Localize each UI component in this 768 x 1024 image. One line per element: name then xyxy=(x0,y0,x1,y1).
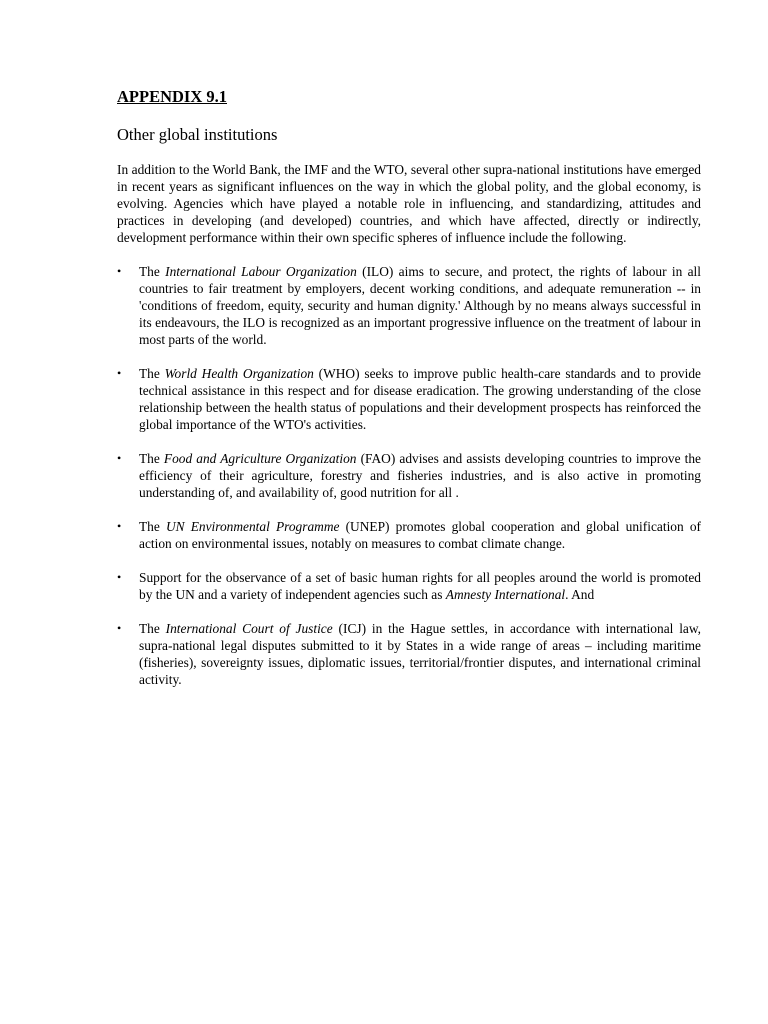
item-text-post: (ILO) aims to secure, and protect, the rights of labour in all countries to fair treatment by employers, decent working conditions, and adequate remuneration -- in 'conditions of freedom, equity, security and human dignity.' Although by no means always successful in its endeavours, the ILO is recognized as an important progressive influence on the treatment of labour in most parts of the world. xyxy=(139,264,701,347)
item-text-pre: The xyxy=(139,366,165,381)
institutions-list xyxy=(117,263,701,688)
list-item-icj xyxy=(117,620,701,688)
bullet-icon: • xyxy=(117,451,122,465)
bullet-icon: • xyxy=(117,621,122,635)
item-text-post: (FAO) advises and assists developing countries to improve the efficiency of their agriculture, forestry and fisheries industries, and is also active in promoting understanding of, and availability of, good nutrition for all . xyxy=(139,451,701,500)
item-text-italic: UN Environmental Programme xyxy=(165,519,340,534)
item-text-italic: International Labour Organization xyxy=(165,264,357,279)
bullet-icon: • xyxy=(117,519,122,533)
item-text-pre: Support for the observance of a set of basic human rights for all peoples around the world is promoted by the UN and a variety of independent agencies such as xyxy=(139,570,701,602)
item-text-pre: The xyxy=(139,264,166,279)
item-text-italic: International Court of Justice xyxy=(165,621,333,636)
item-text-pre: The xyxy=(139,519,166,534)
item-text-pre: The xyxy=(139,621,166,636)
item-text-italic: Amnesty International xyxy=(445,587,566,602)
item-text-pre: The xyxy=(139,451,164,466)
bullet-icon: • xyxy=(117,264,122,278)
item-text-post: (UNEP) promotes global cooperation and global unification of action on environmental issues, notably on measures to combat climate change. xyxy=(139,519,701,551)
list-item-unep xyxy=(117,518,701,552)
intro-paragraph: In addition to the World Bank, the IMF and the WTO, several other supra-national institutions have emerged in recent years as significant influences on the way in which the global polity, and the global economy, is evolving. Agencies which have played a notable role in influencing, and standardizing, attitudes and practices in developing (and developed) countries, and which have affected, directly or indirectly, development performance within their own specific spheres of influence include the following. xyxy=(117,162,701,245)
appendix-title: APPENDIX 9.1 xyxy=(117,87,227,106)
list-item-human-rights xyxy=(117,569,701,603)
bullet-icon: • xyxy=(117,570,122,584)
document-page xyxy=(117,86,701,705)
item-text-post: (WHO) seeks to improve public health-care standards and to provide technical assistance in this respect and for disease eradication. The growing understanding of the close relationship between the health status of populations and their development prospects has reinforced the global importance of the WTO's activities. xyxy=(139,366,701,432)
list-item-who xyxy=(117,365,701,433)
bullet-icon: • xyxy=(117,366,122,380)
appendix-subtitle: Other global institutions xyxy=(117,125,278,144)
item-text-post: (ICJ) in the Hague settles, in accordance with international law, supra-national legal disputes submitted to it by States in a wide range of areas – including maritime (fisheries), sovereignty issues, diplomatic issues, territorial/frontier disputes, and international criminal activity. xyxy=(139,621,702,687)
list-item-ilo xyxy=(117,263,701,348)
item-text-italic: Food and Agriculture Organization xyxy=(163,451,357,466)
list-item-fao xyxy=(117,450,701,501)
item-text-italic: World Health Organization xyxy=(164,366,314,381)
item-text-post: . And xyxy=(565,587,595,602)
